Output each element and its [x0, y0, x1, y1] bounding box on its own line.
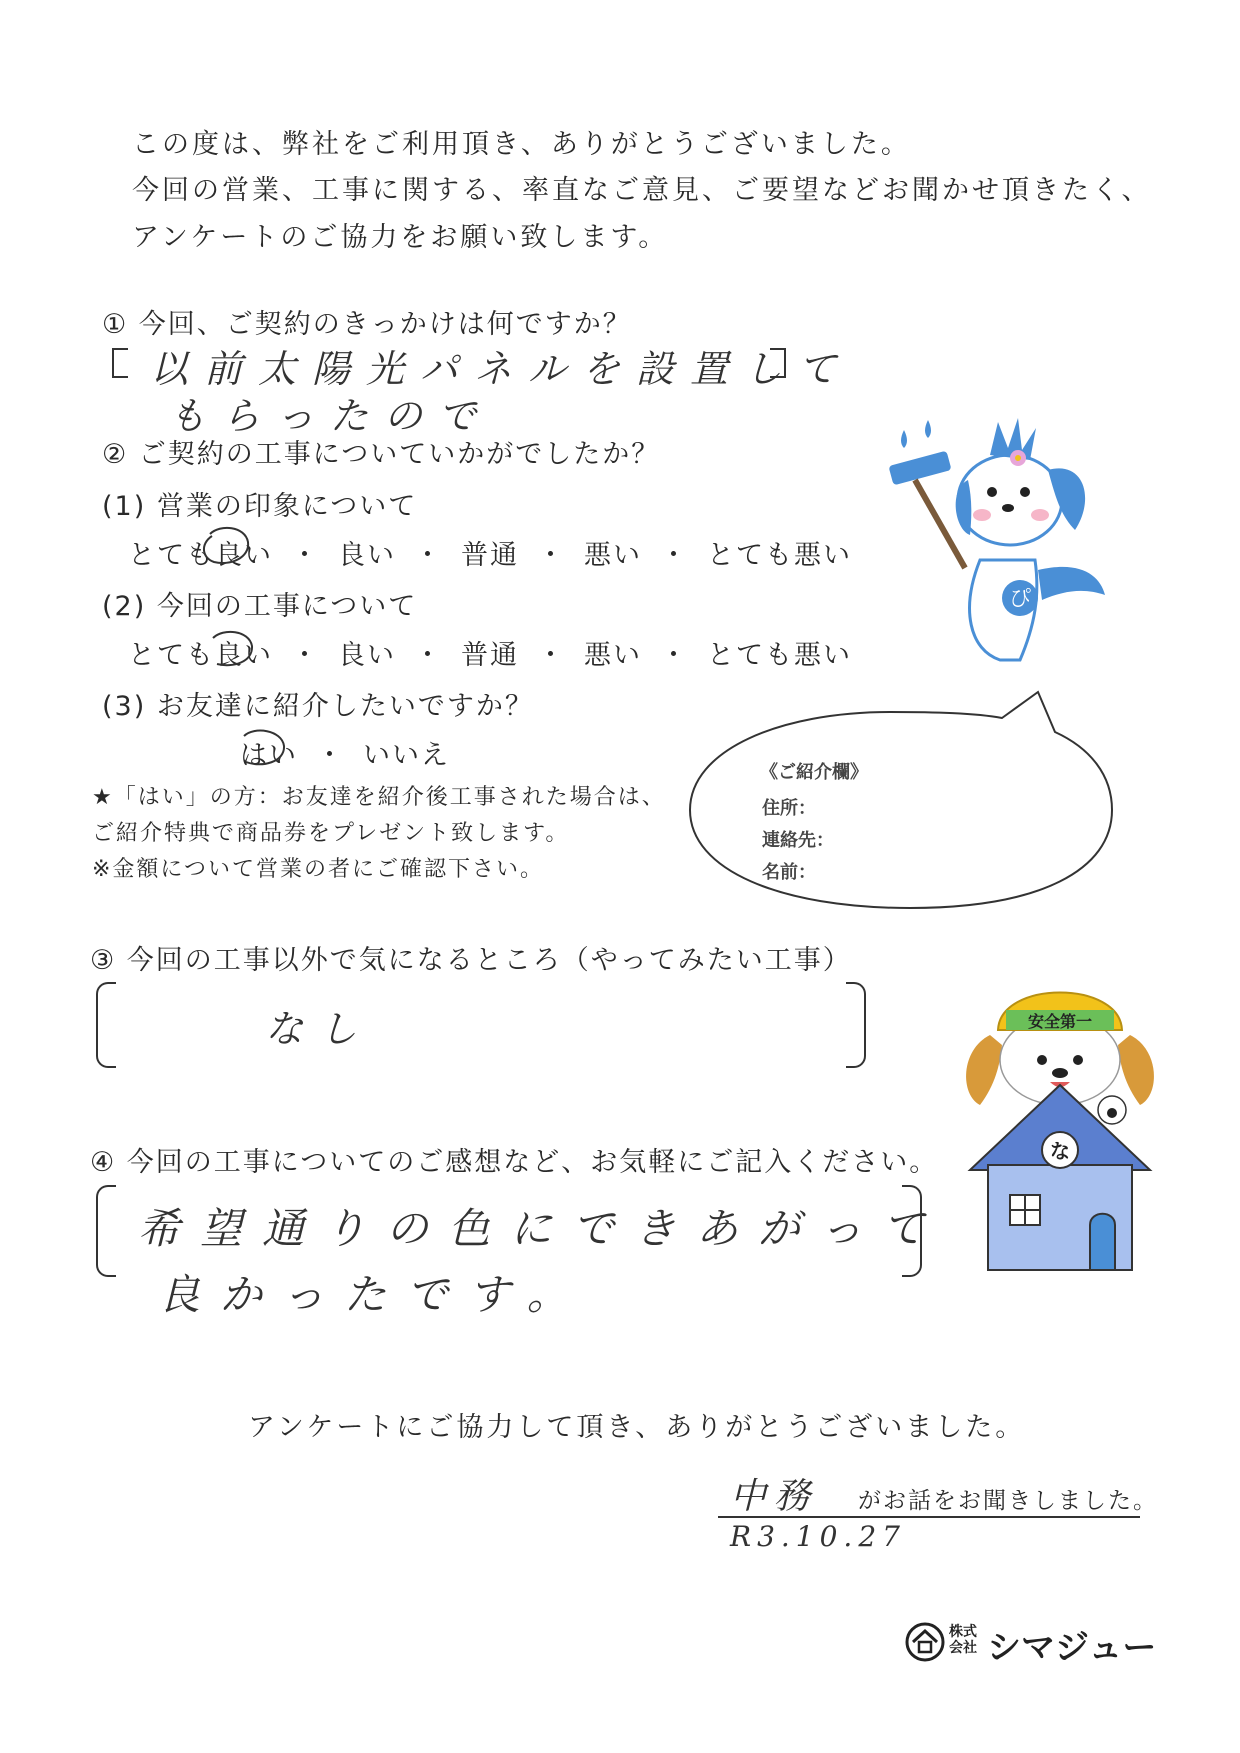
referral-bubble — [680, 680, 1120, 920]
rating-separator: ・ — [537, 540, 566, 571]
rating-bad[interactable]: 悪い — [584, 540, 642, 571]
selected-circle-mark — [195, 622, 265, 674]
logo-company-name: シマジュー — [987, 1628, 1157, 1668]
rating-separator: ・ — [660, 640, 689, 671]
question-3-label: ③ 今回の工事以外で気になるところ（やってみたい工事） — [90, 945, 852, 976]
yes-no-separator: ・ — [316, 740, 345, 771]
q2-sub2-label: (2) 今回の工事について — [102, 591, 418, 622]
rating-good[interactable]: 良い — [338, 640, 396, 671]
rating-separator: ・ — [414, 640, 443, 671]
q1-bracket-left — [112, 348, 128, 378]
rating-very-good[interactable]: とても良い — [128, 640, 273, 671]
q4-answer-line-1: 希望通りの色にできあがって — [138, 1204, 945, 1253]
mascot-badge-text: ぴ — [1008, 587, 1032, 612]
q4-bracket-left — [96, 1185, 116, 1277]
referral-title: 《ご紹介欄》 — [760, 762, 868, 783]
q1-answer-line-1: 以前太陽光パネルを設置して — [150, 347, 853, 391]
q1-answer-line-2: もらったので — [168, 394, 493, 438]
house-badge-text: な — [1050, 1139, 1070, 1163]
interviewer-name: 中務 — [730, 1476, 819, 1517]
rating-separator: ・ — [291, 640, 320, 671]
rating-very-bad[interactable]: とても悪い — [707, 540, 852, 571]
intro-line-1: この度は、弊社をご利用頂き、ありがとうございました。 — [132, 129, 911, 160]
q3-bracket-left — [96, 982, 116, 1068]
painter-dog-mascot — [870, 410, 1140, 670]
rating-very-bad[interactable]: とても悪い — [707, 640, 852, 671]
answer-yes[interactable]: はい — [240, 740, 298, 771]
intro-line-2: 今回の営業、工事に関する、率直なご意見、ご要望などお聞かせ頂きたく、 — [132, 175, 1152, 206]
house-dog-mascot — [960, 970, 1160, 1290]
referral-note-3: ※金額について営業の者にご確認下さい。 — [92, 857, 544, 882]
rating-separator: ・ — [291, 540, 320, 571]
rating-good[interactable]: 良い — [338, 540, 396, 571]
q3-answer: なし — [265, 1007, 374, 1051]
referral-name-label: 名前： — [762, 862, 816, 883]
referral-address-label: 住所： — [762, 798, 816, 819]
rating-normal[interactable]: 普通 — [461, 640, 519, 671]
q3-bracket-right — [846, 982, 866, 1068]
q4-answer-line-2: 良かったです。 — [158, 1270, 589, 1319]
rating-very-good[interactable]: とても良い — [128, 540, 273, 571]
q2-sub1-label: (1) 営業の印象について — [102, 491, 418, 522]
rating-bad[interactable]: 悪い — [584, 640, 642, 671]
answer-no[interactable]: いいえ — [363, 740, 450, 771]
question-1-label: ① 今回、ご契約のきっかけは何ですか？ — [102, 309, 632, 340]
selected-circle-mark — [190, 520, 260, 572]
question-2-label: ② ご契約の工事についていかがでしたか？ — [102, 439, 661, 470]
logo-kabushiki-kaisha: 株式会社 — [949, 1624, 977, 1656]
house-logo-icon — [905, 1622, 945, 1662]
rating-separator: ・ — [660, 540, 689, 571]
intro-line-3: アンケートのご協力をお願い致します。 — [132, 222, 669, 253]
q2-sub3-label: (3) お友達に紹介したいですか？ — [102, 691, 534, 722]
helmet-text: 安全第一 — [1027, 1012, 1093, 1031]
selected-circle-mark — [230, 722, 292, 772]
referral-contact-label: 連絡先： — [762, 830, 834, 851]
company-logo — [905, 1618, 1157, 1668]
interviewer-suffix: がお話をお聞きしました。 — [858, 1488, 1158, 1514]
referral-note-1: ★「はい」の方：お友達を紹介後工事された場合は、 — [92, 785, 666, 810]
referral-note-2: ご紹介特典で商品券をプレゼント致します。 — [92, 821, 570, 846]
interview-date: R3.10.27 — [730, 1520, 906, 1553]
signature-underline — [718, 1516, 1140, 1518]
closing-message: アンケートにご協力して頂き、ありがとうございました。 — [248, 1412, 1026, 1443]
rating-separator: ・ — [414, 540, 443, 571]
rating-separator: ・ — [537, 640, 566, 671]
question-4-label: ④ 今回の工事についてのご感想など、お気軽にご記入ください。 — [90, 1147, 939, 1178]
rating-normal[interactable]: 普通 — [461, 540, 519, 571]
